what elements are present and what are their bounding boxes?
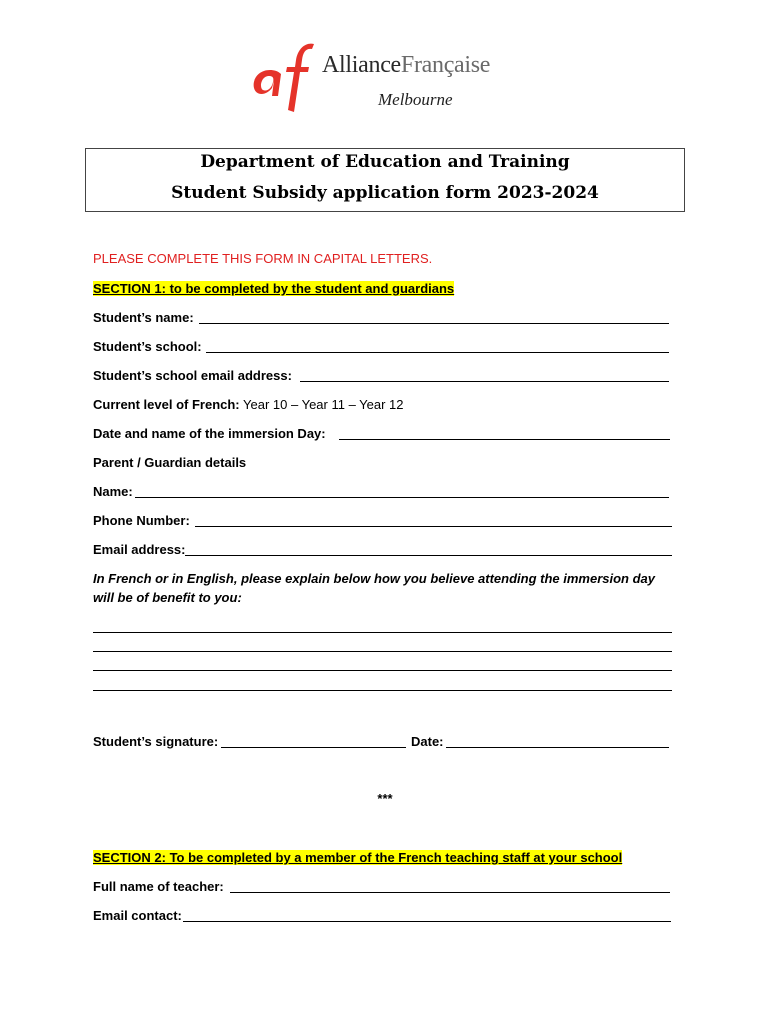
benefit-answer-line[interactable] — [93, 670, 672, 671]
student-email-field[interactable] — [300, 381, 669, 382]
teacher-name-label: Full name of teacher: — [93, 879, 224, 894]
af-logo-icon — [248, 40, 318, 116]
signature-field[interactable] — [221, 747, 406, 748]
parent-name-field[interactable] — [135, 497, 669, 498]
benefit-answer-line[interactable] — [93, 651, 672, 652]
brand-name-bold: Alliance — [322, 52, 401, 78]
benefit-answer-line[interactable] — [93, 632, 672, 633]
page-subtitle: Student Subsidy application form 2023-2024 — [171, 183, 599, 203]
signature-label: Student’s signature: — [93, 734, 219, 749]
section-separator: *** — [377, 791, 393, 806]
student-email-label: Student’s school email address: — [93, 368, 292, 383]
section2-heading-text: SECTION 2: To be completed by a member of the French teaching staff at your school — [93, 850, 623, 865]
section1-heading — [93, 281, 454, 297]
section2-heading — [93, 850, 622, 866]
french-level-label: Current level of French: — [93, 397, 240, 412]
student-school-label: Student’s school: — [93, 339, 202, 354]
phone-number-field[interactable] — [195, 526, 672, 527]
section1-heading-text: SECTION 1: to be completed by the student and guardians — [93, 281, 455, 296]
teacher-name-field[interactable] — [230, 892, 670, 893]
student-name-label: Student’s name: — [93, 310, 194, 325]
email-contact-label: Email contact: — [93, 908, 182, 923]
email-contact-field[interactable] — [183, 921, 671, 922]
brand-city: Melbourne — [378, 90, 453, 109]
brand-name-light: Française — [400, 52, 491, 78]
date-field[interactable] — [446, 747, 669, 748]
parent-guardian-heading: Parent / Guardian details — [93, 455, 247, 470]
email-address-label: Email address: — [93, 542, 186, 557]
page-title: Department of Education and Training — [200, 152, 570, 172]
student-school-field[interactable] — [206, 352, 669, 353]
phone-number-label: Phone Number: — [93, 513, 190, 528]
french-level-row — [93, 397, 404, 413]
student-name-field[interactable] — [199, 323, 669, 324]
benefit-answer-line[interactable] — [93, 690, 672, 691]
benefit-question-line2: will be of benefit to you: — [93, 590, 242, 605]
french-level-options[interactable]: Year 10 – Year 11 – Year 12 — [243, 397, 404, 412]
capital-letters-instruction: PLEASE COMPLETE THIS FORM IN CAPITAL LETTERS. — [93, 251, 433, 266]
parent-name-label: Name: — [93, 484, 133, 499]
benefit-question-line1: In French or in English, please explain below how you believe attending the immersion day — [93, 571, 656, 586]
brand-name — [322, 52, 490, 79]
email-address-field[interactable] — [185, 555, 672, 556]
immersion-day-field[interactable] — [339, 439, 670, 440]
date-label: Date: — [411, 734, 444, 749]
alliance-francaise-logo — [248, 40, 528, 116]
immersion-day-label: Date and name of the immersion Day: — [93, 426, 326, 441]
title-box — [85, 148, 685, 212]
